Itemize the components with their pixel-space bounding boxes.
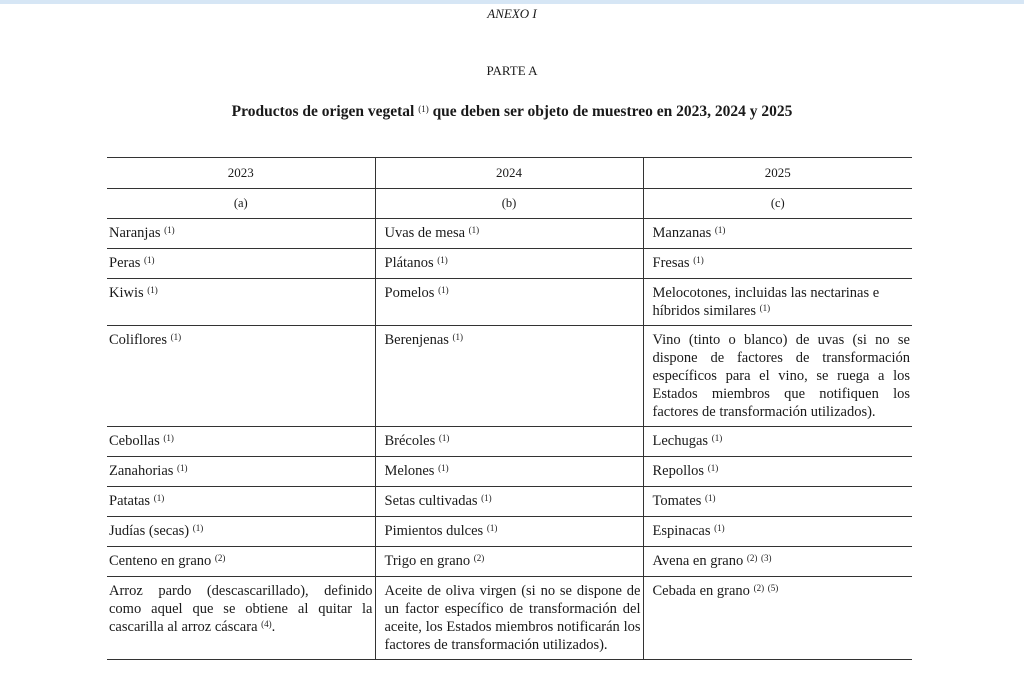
table-cell — [107, 326, 375, 427]
product-name: Trigo en grano — [384, 553, 471, 569]
footnote-ref: (1) — [418, 104, 429, 114]
footnote-ref: (1) — [164, 225, 175, 235]
product-name: Pimientos dulces — [384, 523, 484, 539]
table-cell — [375, 249, 643, 279]
product-name: Aceite de oliva virgen (si no se dispone de un factor específico de transformación del aceite, los Estados miembros notificarán los factores de transformación utilizados). — [384, 583, 641, 653]
heading-before: Productos de origen vegetal — [231, 103, 419, 120]
footnote-ref: (1) — [153, 493, 165, 503]
product-name: Lechugas — [652, 433, 709, 449]
table-cell — [375, 517, 643, 547]
product-name: Fresas — [652, 255, 690, 271]
footnote-ref: (1) — [693, 255, 704, 265]
table-cell — [107, 517, 375, 547]
product-name: Brécoles — [384, 433, 436, 449]
year-header: 2023 — [107, 158, 375, 189]
sampling-table — [107, 157, 912, 660]
part-title: PARTE A — [486, 63, 538, 78]
table-cell — [643, 457, 912, 487]
product-name: Uvas de mesa — [384, 225, 466, 241]
table-cell — [643, 219, 912, 249]
footnote-ref: (2) — [753, 583, 765, 593]
page-title — [0, 103, 1024, 121]
product-name: Espinacas — [652, 523, 711, 539]
footnote-ref: (4) — [261, 619, 272, 629]
footnote-ref: (2) — [746, 553, 758, 563]
column-letter: (b) — [375, 189, 643, 219]
table-cell — [375, 547, 643, 577]
footnote-ref: (3) — [760, 553, 772, 563]
product-name: Repollos — [652, 463, 705, 479]
table-cell — [375, 487, 643, 517]
footnote-ref: (1) — [163, 433, 174, 443]
product-name: Plátanos — [384, 255, 434, 271]
product-name: Setas cultivadas — [384, 493, 478, 509]
product-name: Avena en grano — [652, 553, 744, 569]
footnote-ref: (1) — [144, 255, 155, 265]
product-name: Vino (tinto o blanco) de uvas (si no se dispone de factores de transformación específicos para el vino, se ruega a los Estados miembros que notifiquen los factores de transformación utilizados). — [652, 332, 910, 420]
footnote-ref: (1) — [468, 225, 480, 235]
table-cell — [643, 249, 912, 279]
table-row — [107, 547, 912, 577]
table-cell — [643, 547, 912, 577]
product-name: Coliflores — [109, 332, 167, 348]
column-letter: (c) — [643, 189, 912, 219]
table-cell — [375, 427, 643, 457]
product-name: Peras — [109, 255, 141, 271]
product-name: Manzanas — [652, 225, 712, 241]
footnote-ref: (1) — [486, 523, 498, 533]
table-row — [107, 279, 912, 326]
footnote-ref: (1) — [147, 285, 158, 295]
table-cell — [643, 577, 912, 660]
footnote-ref: (1) — [705, 493, 716, 503]
product-name: Kiwis — [109, 285, 144, 301]
year-header-row — [107, 158, 912, 189]
table-row — [107, 219, 912, 249]
table-cell — [375, 577, 643, 660]
table-cell — [375, 219, 643, 249]
year-header: 2024 — [375, 158, 643, 189]
table-row — [107, 487, 912, 517]
product-name: Centeno en grano — [109, 553, 212, 569]
footnote-ref: (1) — [438, 463, 449, 473]
table-cell — [643, 326, 912, 427]
table-cell — [107, 487, 375, 517]
product-name: Cebada en grano — [652, 583, 750, 599]
product-name: Berenjenas — [384, 332, 449, 348]
footnote-ref: (1) — [438, 285, 449, 295]
heading-after: que deben ser objeto de muestreo en 2023, 2024 y 2025 — [428, 103, 793, 120]
table-cell — [643, 517, 912, 547]
table-cell — [107, 219, 375, 249]
table-cell — [107, 427, 375, 457]
column-letter: (a) — [107, 189, 375, 219]
table-row — [107, 427, 912, 457]
footnote-ref: (2) — [214, 553, 226, 563]
footnote-ref: (1) — [170, 332, 182, 342]
product-name: Judías (secas) — [109, 523, 190, 539]
table-row — [107, 457, 912, 487]
footnote-ref: (1) — [714, 523, 725, 533]
table-cell — [107, 547, 375, 577]
product-name: Patatas — [109, 493, 151, 509]
table-cell — [643, 279, 912, 326]
table-cell — [107, 279, 375, 326]
footnote-ref: (1) — [438, 433, 450, 443]
footnote-ref: (2) — [473, 553, 485, 563]
product-name: Cebollas — [109, 433, 160, 449]
footnote-ref: (5) — [767, 583, 779, 593]
table-cell — [643, 487, 912, 517]
table-cell — [375, 279, 643, 326]
table-row — [107, 517, 912, 547]
top-border — [0, 0, 1024, 4]
year-header: 2025 — [643, 158, 912, 189]
footnote-ref: (1) — [452, 332, 464, 342]
table-row — [107, 326, 912, 427]
product-name: Tomates — [652, 493, 702, 509]
table-cell — [107, 457, 375, 487]
product-name: Melones — [384, 463, 435, 479]
letter-header-row — [107, 189, 912, 219]
footnote-ref: (1) — [437, 255, 448, 265]
footnote-ref: (1) — [177, 463, 188, 473]
footnote-ref: (1) — [711, 433, 723, 443]
product-name: Zanahorias — [109, 463, 174, 479]
footnote-ref: (1) — [714, 225, 726, 235]
cell-tail: . — [271, 619, 276, 635]
footnote-ref: (1) — [759, 303, 771, 313]
table-row — [107, 577, 912, 660]
table-cell — [643, 427, 912, 457]
footnote-ref: (1) — [192, 523, 204, 533]
product-name: Melocotones, incluidas las nectarinas e híbridos similares — [652, 285, 880, 319]
footnote-ref: (1) — [481, 493, 492, 503]
table-cell — [375, 457, 643, 487]
product-name: Pomelos — [384, 285, 435, 301]
table-row — [107, 249, 912, 279]
product-name: Naranjas — [109, 225, 161, 241]
footnote-ref: (1) — [707, 463, 719, 473]
product-name: Arroz pardo (descascarillado), definido como aquel que se obtiene al quitar la cascarilla al arroz cáscara — [109, 583, 373, 635]
table-cell — [107, 249, 375, 279]
annex-title: ANEXO I — [487, 6, 537, 21]
table-cell — [375, 326, 643, 427]
table-cell — [107, 577, 375, 660]
